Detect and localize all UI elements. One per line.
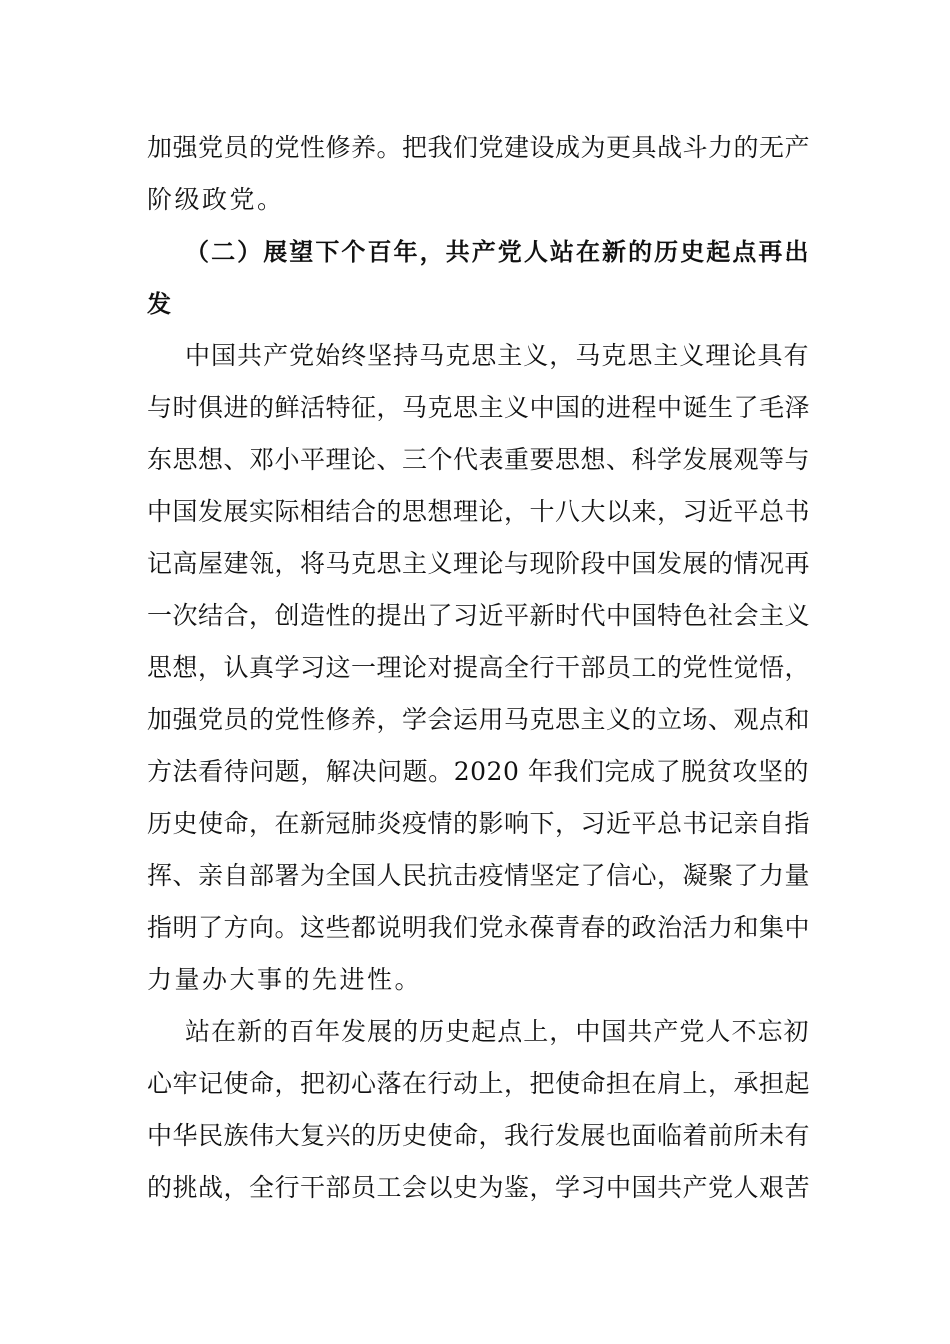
- paragraph-line: 思想，认真学习这一理论对提高全行干部员工的党性觉悟，: [147, 653, 811, 682]
- paragraph-line: 与时俱进的鲜活特征，马克思主义中国的进程中诞生了毛泽: [147, 393, 811, 422]
- paragraph-line: 东思想、邓小平理论、三个代表重要思想、科学发展观等与: [147, 445, 811, 474]
- paragraph-line: 站在新的百年发展的历史起点上，中国共产党人不忘初: [185, 1017, 809, 1046]
- section-heading: （二）展望下个百年，共产党人站在新的历史起点再出: [185, 238, 809, 266]
- section-heading-continued: 发: [147, 290, 174, 318]
- paragraph-line: 中国共产党始终坚持马克思主义，马克思主义理论具有: [185, 341, 809, 370]
- paragraph-line: 一次结合，创造性的提出了习近平新时代中国特色社会主义: [147, 601, 811, 630]
- paragraph-line: 挥、亲自部署为全国人民抗击疫情坚定了信心，凝聚了力量: [147, 861, 811, 890]
- paragraph-line: 力量办大事的先进性。: [147, 965, 423, 994]
- paragraph-line: 加强党员的党性修养。把我们党建设成为更具战斗力的无产: [147, 133, 811, 162]
- paragraph-line: 加强党员的党性修养，学会运用马克思主义的立场、观点和: [147, 705, 811, 734]
- paragraph-line: 的挑战，全行干部员工会以史为鉴，学习中国共产党人艰苦: [147, 1173, 811, 1202]
- paragraph-line: 中国发展实际相结合的思想理论，十八大以来，习近平总书: [147, 497, 811, 526]
- paragraph-line: 心牢记使命，把初心落在行动上，把使命担在肩上，承担起: [147, 1069, 811, 1098]
- paragraph-line: 历史使命，在新冠肺炎疫情的影响下，习近平总书记亲自指: [147, 809, 811, 838]
- paragraph-line: 指明了方向。这些都说明我们党永葆青春的政治活力和集中: [147, 913, 811, 942]
- paragraph-line: 阶级政党。: [147, 185, 285, 214]
- paragraph-line: 方法看待问题，解决问题。2020 年我们完成了脱贫攻坚的: [147, 757, 809, 786]
- paragraph-line: 中华民族伟大复兴的历史使命，我行发展也面临着前所未有: [147, 1121, 811, 1150]
- paragraph-line: 记高屋建瓴，将马克思主义理论与现阶段中国发展的情况再: [147, 549, 811, 578]
